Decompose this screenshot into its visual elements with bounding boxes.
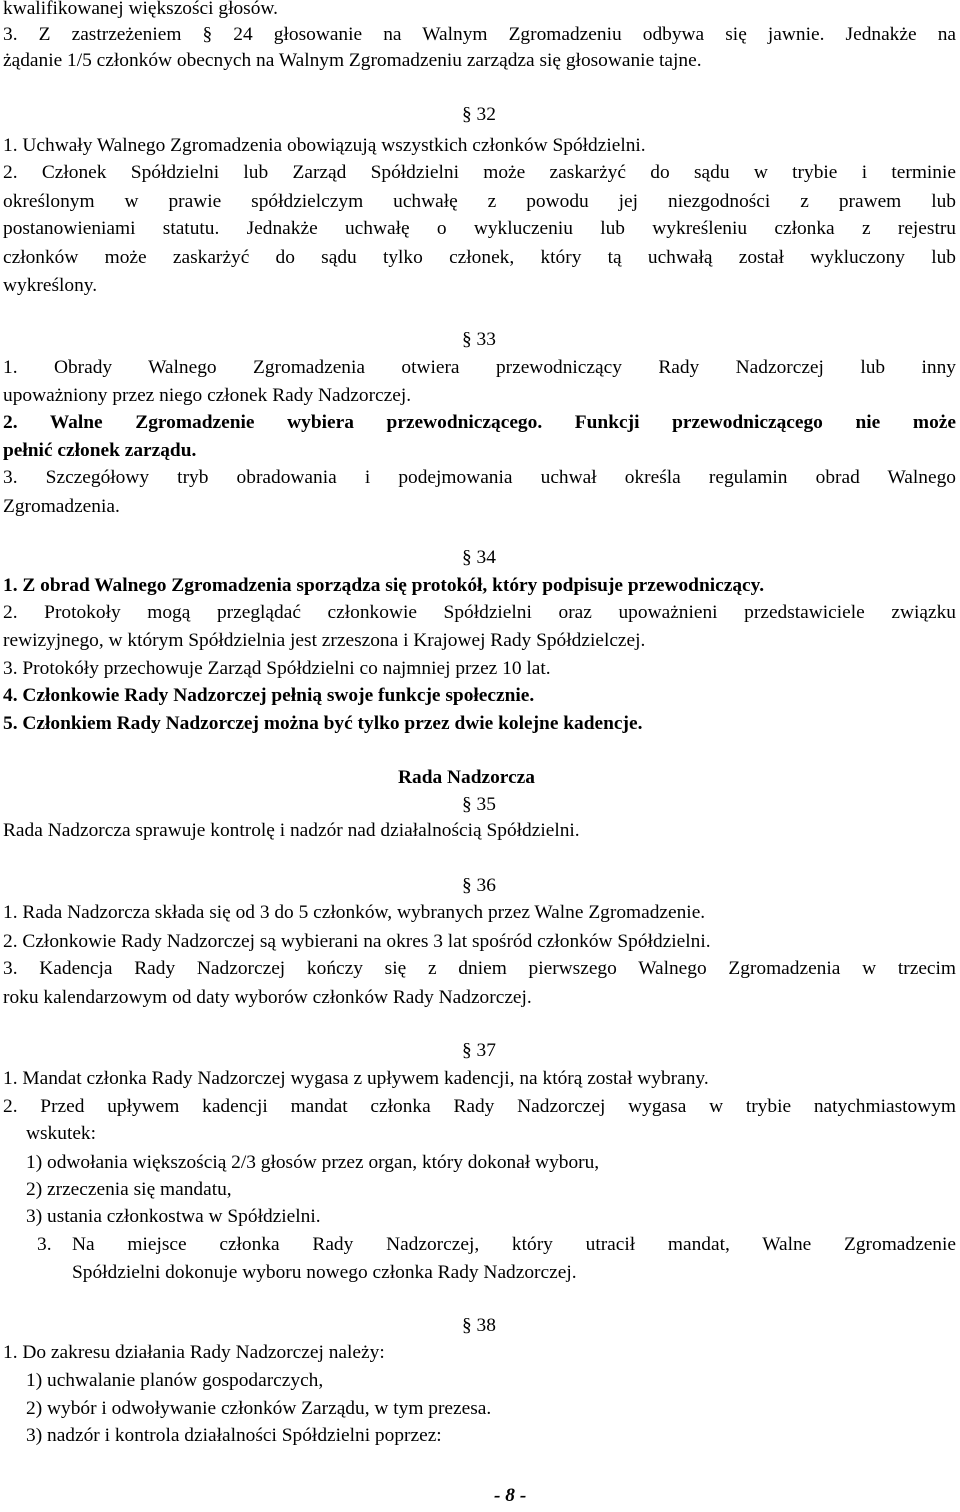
text-line: Zgromadzenia.: [3, 496, 120, 517]
list-item: 3) ustania członkostwa w Spółdzielni.: [26, 1206, 321, 1227]
text-line: 3. Z zastrzeżeniem § 24 głosowanie na Walnym Zgromadzeniu odbywa się jawnie. Jednakże na: [3, 24, 956, 45]
text-line: kwalifikowanej większości głosów.: [3, 0, 278, 19]
list-item: 3) nadzór i kontrola działalności Spółdzielni poprzez:: [26, 1425, 442, 1446]
section-heading-37: § 37: [462, 1040, 496, 1061]
section-heading-33: § 33: [462, 329, 496, 350]
text-line: postanowieniami statutu. Jednakże uchwałę o wykluczeniu lub wykreśleniu członka z rejestru: [3, 218, 956, 239]
text-line: 1. Mandat członka Rady Nadzorczej wygasa z upływem kadencji, na którą został wybrany.: [3, 1068, 709, 1089]
text-line: 3. Kadencja Rady Nadzorczej kończy się z dniem pierwszego Walnego Zgromadzenia w trzecim: [3, 958, 956, 979]
text-line: pełnić członek zarządu.: [3, 440, 197, 461]
text-line: 3. Szczegółowy tryb obradowania i podejmowania uchwał określa regulamin obrad Walnego: [3, 467, 956, 488]
text-line: 3. Protokóły przechowuje Zarząd Spółdzielni co najmniej przez 10 lat.: [3, 658, 551, 679]
text-line: 2. Członkowie Rady Nadzorczej są wybierani na okres 3 lat spośród członków Spółdzielni.: [3, 931, 711, 952]
text-line: 1. Rada Nadzorcza składa się od 3 do 5 członków, wybranych przez Walne Zgromadzenie.: [3, 902, 706, 923]
text-line: 2. Członek Spółdzielni lub Zarząd Spółdzielni może zaskarżyć do sądu w trybie i terminie: [3, 162, 956, 183]
section-heading-38: § 38: [462, 1315, 496, 1336]
text-line: wykreślony.: [3, 275, 98, 296]
text-line: 1. Uchwały Walnego Zgromadzenia obowiązują wszystkich członków Spółdzielni.: [3, 135, 646, 156]
text-line: 2. Walne Zgromadzenie wybiera przewodniczącego. Funkcji przewodniczącego nie może: [3, 412, 956, 433]
list-item: 2) zrzeczenia się mandatu,: [26, 1179, 232, 1200]
text-line: Na miejsce członka Rady Nadzorczej, który utracił mandat, Walne Zgromadzenie: [72, 1234, 956, 1255]
section-heading-32: § 32: [462, 104, 496, 125]
text-line: 1. Z obrad Walnego Zgromadzenia sporządza się protokół, który podpisuje przewodniczący.: [3, 575, 765, 596]
text-line: 5. Członkiem Rady Nadzorczej można być tylko przez dwie kolejne kadencje.: [3, 713, 643, 734]
chapter-heading: Rada Nadzorcza: [398, 767, 535, 788]
list-item: 1) uchwalanie planów gospodarczych,: [26, 1370, 324, 1391]
text-line: 1. Do zakresu działania Rady Nadzorczej należy:: [3, 1342, 385, 1363]
text-line: członków może zaskarżyć do sądu tylko członek, który tą uchwałą został wykluczony lub: [3, 247, 956, 268]
section-heading-35: § 35: [462, 794, 496, 815]
text-line: wskutek:: [26, 1123, 97, 1144]
text-line: rewizyjnego, w którym Spółdzielnia jest zrzeszona i Krajowej Rady Spółdzielczej.: [3, 630, 646, 651]
list-item: 2) wybór i odwoływanie członków Zarządu, w tym prezesa.: [26, 1398, 492, 1419]
list-number: 3.: [37, 1234, 52, 1255]
text-line: upoważniony przez niego członek Rady Nadzorczej.: [3, 385, 412, 406]
page-number: - 8 -: [494, 1485, 527, 1506]
text-line: Spółdzielni dokonuje wyboru nowego członka Rady Nadzorczej.: [72, 1262, 577, 1283]
text-line: określonym w prawie spółdzielczym uchwałę z powodu jej niezgodności z prawem lub: [3, 191, 956, 212]
section-heading-36: § 36: [462, 875, 496, 896]
text-line: żądanie 1/5 członków obecnych na Walnym Zgromadzeniu zarządza się głosowanie tajne.: [3, 50, 702, 71]
text-line: Rada Nadzorcza sprawuje kontrolę i nadzór nad działalnością Spółdzielni.: [3, 820, 580, 841]
text-line: 2. Przed upływem kadencji mandat członka Rady Nadzorczej wygasa w trybie natychmiastowym: [3, 1096, 956, 1117]
section-heading-34: § 34: [462, 547, 496, 568]
text-line: roku kalendarzowym od daty wyborów członków Rady Nadzorczej.: [3, 987, 532, 1008]
list-item: 1) odwołania większością 2/3 głosów przez organ, który dokonał wyboru,: [26, 1152, 600, 1173]
text-line: 4. Członkowie Rady Nadzorczej pełnią swoje funkcje społecznie.: [3, 685, 535, 706]
text-line: 2. Protokoły mogą przeglądać członkowie Spółdzielni oraz upoważnieni przedstawiciele związku: [3, 602, 956, 623]
text-line: 1. Obrady Walnego Zgromadzenia otwiera przewodniczący Rady Nadzorczej lub inny: [3, 357, 956, 378]
